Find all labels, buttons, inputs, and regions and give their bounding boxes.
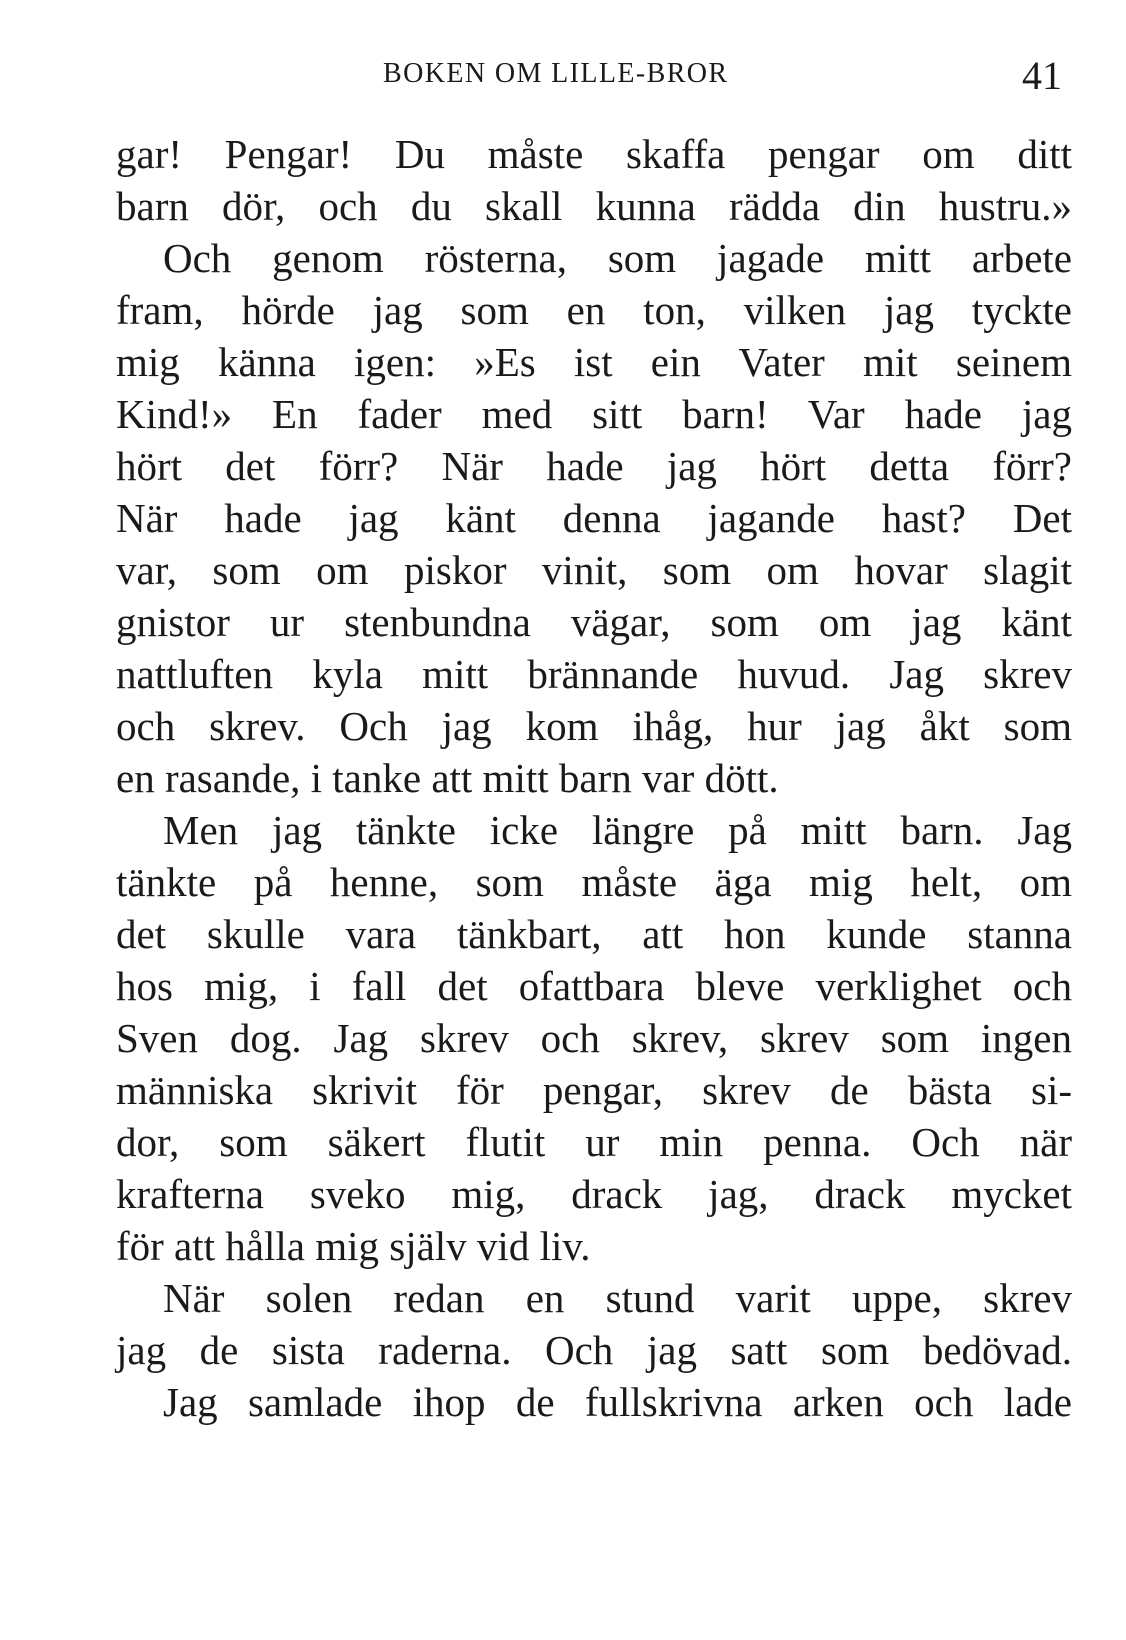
- text-line: dor, som säkert flutit ur min penna. Och när: [116, 1119, 1072, 1165]
- text-line: nattluften kyla mitt brännande huvud. Jag skrev: [116, 651, 1072, 697]
- page-header: [0, 52, 1126, 98]
- text-line: tänkte på henne, som måste äga mig helt, om: [116, 859, 1072, 905]
- text-line: Kind!» En fader med sitt barn! Var hade jag: [116, 391, 1072, 437]
- text-line: fram, hörde jag som en ton, vilken jag tyckte: [116, 287, 1072, 333]
- text-line: var, som om piskor vinit, som om hovar slagit: [116, 547, 1072, 593]
- text-line: gnistor ur stenbundna vägar, som om jag känt: [116, 599, 1072, 645]
- text-line: mig känna igen: »Es ist ein Vater mit seinem: [116, 339, 1072, 385]
- text-line: Och genom rösterna, som jagade mitt arbete: [163, 235, 1072, 281]
- text-line: det skulle vara tänkbart, att hon kunde stanna: [116, 911, 1072, 957]
- text-line: krafterna sveko mig, drack jag, drack mycket: [116, 1171, 1072, 1217]
- text-line: en rasande, i tanke att mitt barn var dött.: [116, 755, 779, 801]
- text-line: Men jag tänkte icke längre på mitt barn. Jag: [163, 807, 1072, 853]
- text-line: När solen redan en stund varit uppe, skrev: [163, 1275, 1072, 1321]
- running-title: BOKEN OM LILLE-BROR: [383, 58, 729, 89]
- text-line: Jag samlade ihop de fullskrivna arken och lade: [163, 1379, 1072, 1425]
- text-line: När hade jag känt denna jagande hast? Det: [116, 495, 1072, 541]
- text-line: Sven dog. Jag skrev och skrev, skrev som ingen: [116, 1015, 1072, 1061]
- text-line: barn dör, och du skall kunna rädda din hustru.»: [116, 183, 1072, 229]
- text-line: hört det förr? När hade jag hört detta förr?: [116, 443, 1072, 489]
- text-line: hos mig, i fall det ofattbara bleve verklighet och: [116, 963, 1072, 1009]
- text-line: gar! Pengar! Du måste skaffa pengar om ditt: [116, 131, 1072, 177]
- text-line: och skrev. Och jag kom ihåg, hur jag åkt som: [116, 703, 1072, 749]
- text-line: människa skrivit för pengar, skrev de bästa si-: [116, 1067, 1072, 1113]
- page-number: 41: [1022, 53, 1062, 98]
- text-line: jag de sista raderna. Och jag satt som bedövad.: [116, 1327, 1072, 1373]
- text-line: för att hålla mig själv vid liv.: [116, 1223, 591, 1269]
